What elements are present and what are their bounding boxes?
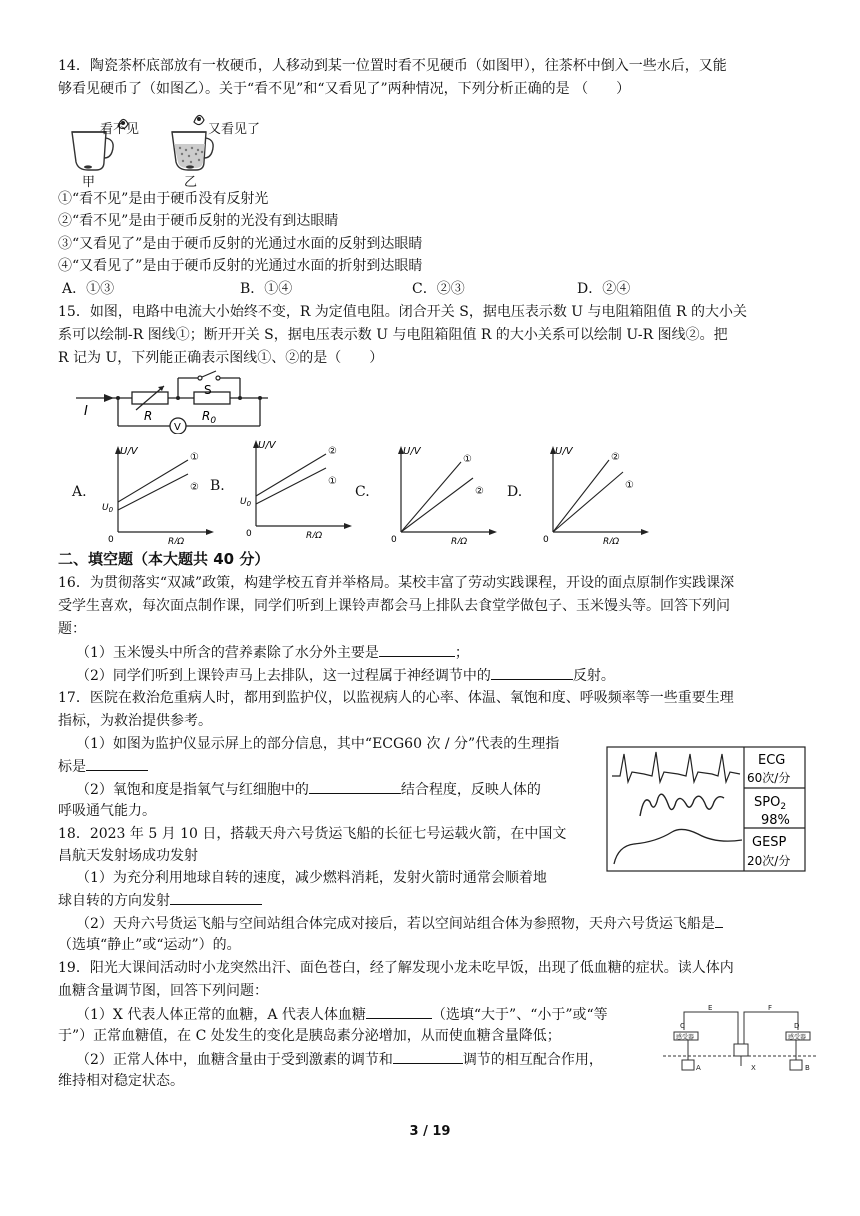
q17-part1-line2: 标是 xyxy=(58,756,148,777)
q19-stem-line2: 血糖含量调节图，回答下列问题： xyxy=(58,983,268,999)
q18-stem-line1: 18．2023 年 5 月 10 日，搭载天舟六号货运飞船的长征七号运载火箭，在中国文 xyxy=(58,826,567,842)
diagram-label-c: C xyxy=(680,1022,685,1030)
graph-line-label: ① xyxy=(328,476,337,487)
q17-answer-blank-1[interactable] xyxy=(86,756,148,771)
q17-stem-line2: 指标，为救治提供参考。 xyxy=(58,713,212,729)
cup-with-water-icon xyxy=(172,132,213,170)
graph-line-label: ② xyxy=(475,486,484,497)
y-axis-label: U/V xyxy=(258,440,276,451)
q18-part2-line2: （选填“静止”或“运动”）的。 xyxy=(58,937,241,953)
u0-label: $U_0$ xyxy=(102,503,114,514)
origin-label: 0 xyxy=(108,535,114,544)
origin-label: 0 xyxy=(543,535,549,544)
graph-line-label: ② xyxy=(611,452,620,463)
origin-label: 0 xyxy=(391,535,397,544)
q17-monitor-display xyxy=(606,746,806,872)
q15-stem-line3: R 记为 U，下列能正确表示图线①、②的是（ ） xyxy=(58,350,384,366)
q18-part1-line2: 球自转的方向发射 xyxy=(58,890,262,911)
q14-option-d[interactable]: D．②④ xyxy=(577,281,631,297)
q18-answer-blank-1[interactable] xyxy=(170,890,262,905)
graph-line-label: ① xyxy=(625,480,634,491)
q19-regulation-diagram xyxy=(662,1004,818,1074)
q19-answer-blank-1[interactable] xyxy=(366,1004,432,1019)
circuit-r0-label: R xyxy=(202,409,211,423)
diagram-label-a: A xyxy=(696,1064,701,1072)
x-axis-label: R/Ω xyxy=(451,537,468,544)
q19-part2-line1: （2）正常人体中，血糖含量由于受到激素的调节和 调节的相互配合作用， xyxy=(76,1049,603,1070)
section-title: 二、填空题（本大题共 40 分） xyxy=(58,550,270,568)
graph-line-label: ② xyxy=(328,446,337,457)
graph-line-label: ① xyxy=(463,454,472,465)
q16-stem-line2: 受学生喜欢，每次面点制作课，同学们听到上课铃声都会马上排队去食堂学做包子、玉米馒头等。回答下列问 xyxy=(58,598,730,614)
q16-answer-blank-2[interactable] xyxy=(491,665,573,680)
switch-icon xyxy=(198,371,220,380)
y-axis-label: U/V xyxy=(120,446,138,457)
q14-option-a[interactable]: A．①③ xyxy=(62,281,115,297)
y-axis-label: U/V xyxy=(403,446,421,457)
fixed-resistor-icon xyxy=(194,392,230,404)
q18-stem-line2: 昌航天发射场成功发射 xyxy=(58,848,198,864)
q16-part1: （1）玉米馒头中所含的营养素除了水分外主要是 ； xyxy=(76,642,469,663)
q15-option-label: D. xyxy=(507,484,523,500)
diagram-label-x: X xyxy=(751,1064,756,1072)
graph-line-1 xyxy=(118,460,188,502)
diagram-sensor-left: 感受器 xyxy=(676,1034,695,1041)
graph-line-label: ② xyxy=(190,482,199,493)
fig-label-see-again: 又看见了 xyxy=(208,122,261,137)
variable-resistor-icon xyxy=(132,386,168,410)
q17-answer-blank-2[interactable] xyxy=(309,779,401,794)
q14-statement-1: ①“看不见”是由于硬币没有反射光 xyxy=(58,191,269,207)
q16-stem-line3: 题： xyxy=(58,621,86,637)
q17-part1-line1: （1）如图为监护仪显示屏上的部分信息，其中“ECG60 次 / 分”代表的生理指 xyxy=(76,736,560,752)
circuit-s-label: S xyxy=(204,383,212,397)
q15-circuit-diagram xyxy=(74,370,274,434)
diagram-label-d: D xyxy=(794,1022,800,1030)
svg-text:SPO2: $SPO_2$ xyxy=(754,795,787,812)
q15-option-label: B. xyxy=(210,478,225,494)
fig-label-cannot-see: 看不见 xyxy=(100,122,140,137)
q18-answer-blank-2[interactable] xyxy=(715,913,723,928)
u0-label: $U_0$ xyxy=(240,497,252,508)
diagram-sensor-right: 感受器 xyxy=(788,1034,807,1041)
q14-statement-4: ④“又看见了”是由于硬币反射的光通过水面的折射到达眼睛 xyxy=(58,258,423,274)
q17-part2-line1: （2）氧饱和度是指氧气与红细胞中的 结合程度，反映人体的 xyxy=(76,779,541,800)
x-axis-label: R/Ω xyxy=(603,537,620,544)
monitor-ecg-value: 60次/分 xyxy=(747,771,791,785)
graph-line-2 xyxy=(256,468,326,504)
diagram-label-e: E xyxy=(708,1004,713,1012)
q15-option-label: C. xyxy=(355,484,370,500)
x-axis-label: R/Ω xyxy=(306,531,323,538)
eye-icon xyxy=(194,115,204,124)
origin-label: 0 xyxy=(246,529,252,538)
svg-text:V: V xyxy=(174,422,181,433)
q16-answer-blank-1[interactable] xyxy=(379,642,455,657)
cup-empty-icon xyxy=(72,132,113,170)
graph-line-2 xyxy=(553,472,623,532)
q14-option-b[interactable]: B．①④ xyxy=(240,281,293,297)
q14-statement-2: ②“看不见”是由于硬币反射的光没有到达眼睛 xyxy=(58,213,339,229)
voltmeter-icon xyxy=(170,418,186,434)
monitor-spo2-value: 98% xyxy=(761,813,790,828)
svg-text:R0 xyxy=(202,409,216,426)
graph-line-2 xyxy=(401,478,473,532)
q19-answer-blank-2[interactable] xyxy=(393,1049,463,1064)
q16-stem-line1: 16．为贯彻落实“双减”政策，构建学校五育并举格局。某校丰富了劳动实践课程，开设的面点原制作实践课深 xyxy=(58,575,735,591)
y-axis-label: U/V xyxy=(555,446,573,457)
circuit-current-label: I xyxy=(84,404,88,419)
circuit-r0-sub: 0 xyxy=(210,416,217,426)
page-number: 3 / 19 xyxy=(409,1124,451,1139)
diagram-label-f: F xyxy=(768,1004,773,1012)
x-axis-label: R/Ω xyxy=(168,537,185,544)
monitor-ecg-label: ECG xyxy=(758,753,786,768)
circuit-r-label: R xyxy=(144,409,153,423)
fig-caption-a: 甲 xyxy=(82,175,96,190)
graph-line-2 xyxy=(118,474,188,510)
q19-part1-line2: 于”）正常血糖值，在 C 处发生的变化是胰岛素分泌增加，从而使血糖含量降低； xyxy=(58,1028,561,1044)
q16-part2: （2）同学们听到上课铃声马上去排队，这一过程属于神经调节中的 反射。 xyxy=(76,665,615,686)
monitor-gesp-value: 20次/分 xyxy=(747,854,791,868)
u-r-graph xyxy=(381,444,501,544)
monitor-spo2-label: SPO xyxy=(754,795,781,810)
q18-part2-line1: （2）天舟六号货运飞船与空间站组合体完成对接后，若以空间站组合体为参照物，天舟六号货运飞船是 xyxy=(76,913,723,934)
fig-caption-b: 乙 xyxy=(184,175,198,190)
diagram-label-b: B xyxy=(805,1064,810,1072)
q14-stem-line2: 够看见硬币了（如图乙）。关于“看不见”和“又看见了”两种情况，下列分析正确的是 （ ） xyxy=(58,81,631,97)
q19-stem-line1: 19．阳光大课间活动时小龙突然出汗、面色苍白，经了解发现小龙未吃早饭，出现了低血糖的症状。读人体内 xyxy=(58,960,734,976)
q14-stem-line1: 14．陶瓷茶杯底部放有一枚硬币，人移动到某一位置时看不见硬币（如图甲），往茶杯中倒入一些水后，又能 xyxy=(58,58,727,74)
q18-part1-line1: （1）为充分利用地球自转的速度，减少燃料消耗，发射火箭时通常会顺着地 xyxy=(76,870,547,886)
u-r-graph xyxy=(236,438,356,538)
monitor-gesp-label: GESP xyxy=(752,835,787,850)
graph-line-1 xyxy=(401,462,461,532)
graph-line-1 xyxy=(256,454,326,496)
q15-stem-line1: 15．如图，电路中电流大小始终不变，R 为定值电阻。闭合开关 S，据电压表示数 U 与电阻箱阻值 R 的大小关 xyxy=(58,304,747,320)
q19-part2-line2: 维持相对稳定状态。 xyxy=(58,1073,184,1089)
u-r-graph xyxy=(533,444,653,544)
q19-part1-line1: （1）X 代表人体正常的血糖，A 代表人体血糖 （选填“大于”、“小于”或“等 xyxy=(76,1004,608,1025)
graph-line-label: ① xyxy=(190,452,199,463)
u-r-graph xyxy=(98,444,218,544)
q17-stem-line1: 17．医院在救治危重病人时，都用到监护仪，以监视病人的心率、体温、氧饱和度、呼吸频率等一些重要生理 xyxy=(58,690,734,706)
q17-part2-line2: 呼吸通气能力。 xyxy=(58,803,156,819)
q15-option-label: A. xyxy=(72,484,87,500)
graph-line-1 xyxy=(553,460,609,532)
q15-stem-line2: 系可以绘制-R 图线①；断开开关 S，据电压表示数 U 与电阻箱阻值 R 的大小关系可以绘制 U-R 图线②。把 xyxy=(58,327,728,343)
q14-option-c[interactable]: C．②③ xyxy=(412,281,465,297)
q14-statement-3: ③“又看见了”是由于硬币反射的光通过水面的反射到达眼睛 xyxy=(58,236,423,252)
